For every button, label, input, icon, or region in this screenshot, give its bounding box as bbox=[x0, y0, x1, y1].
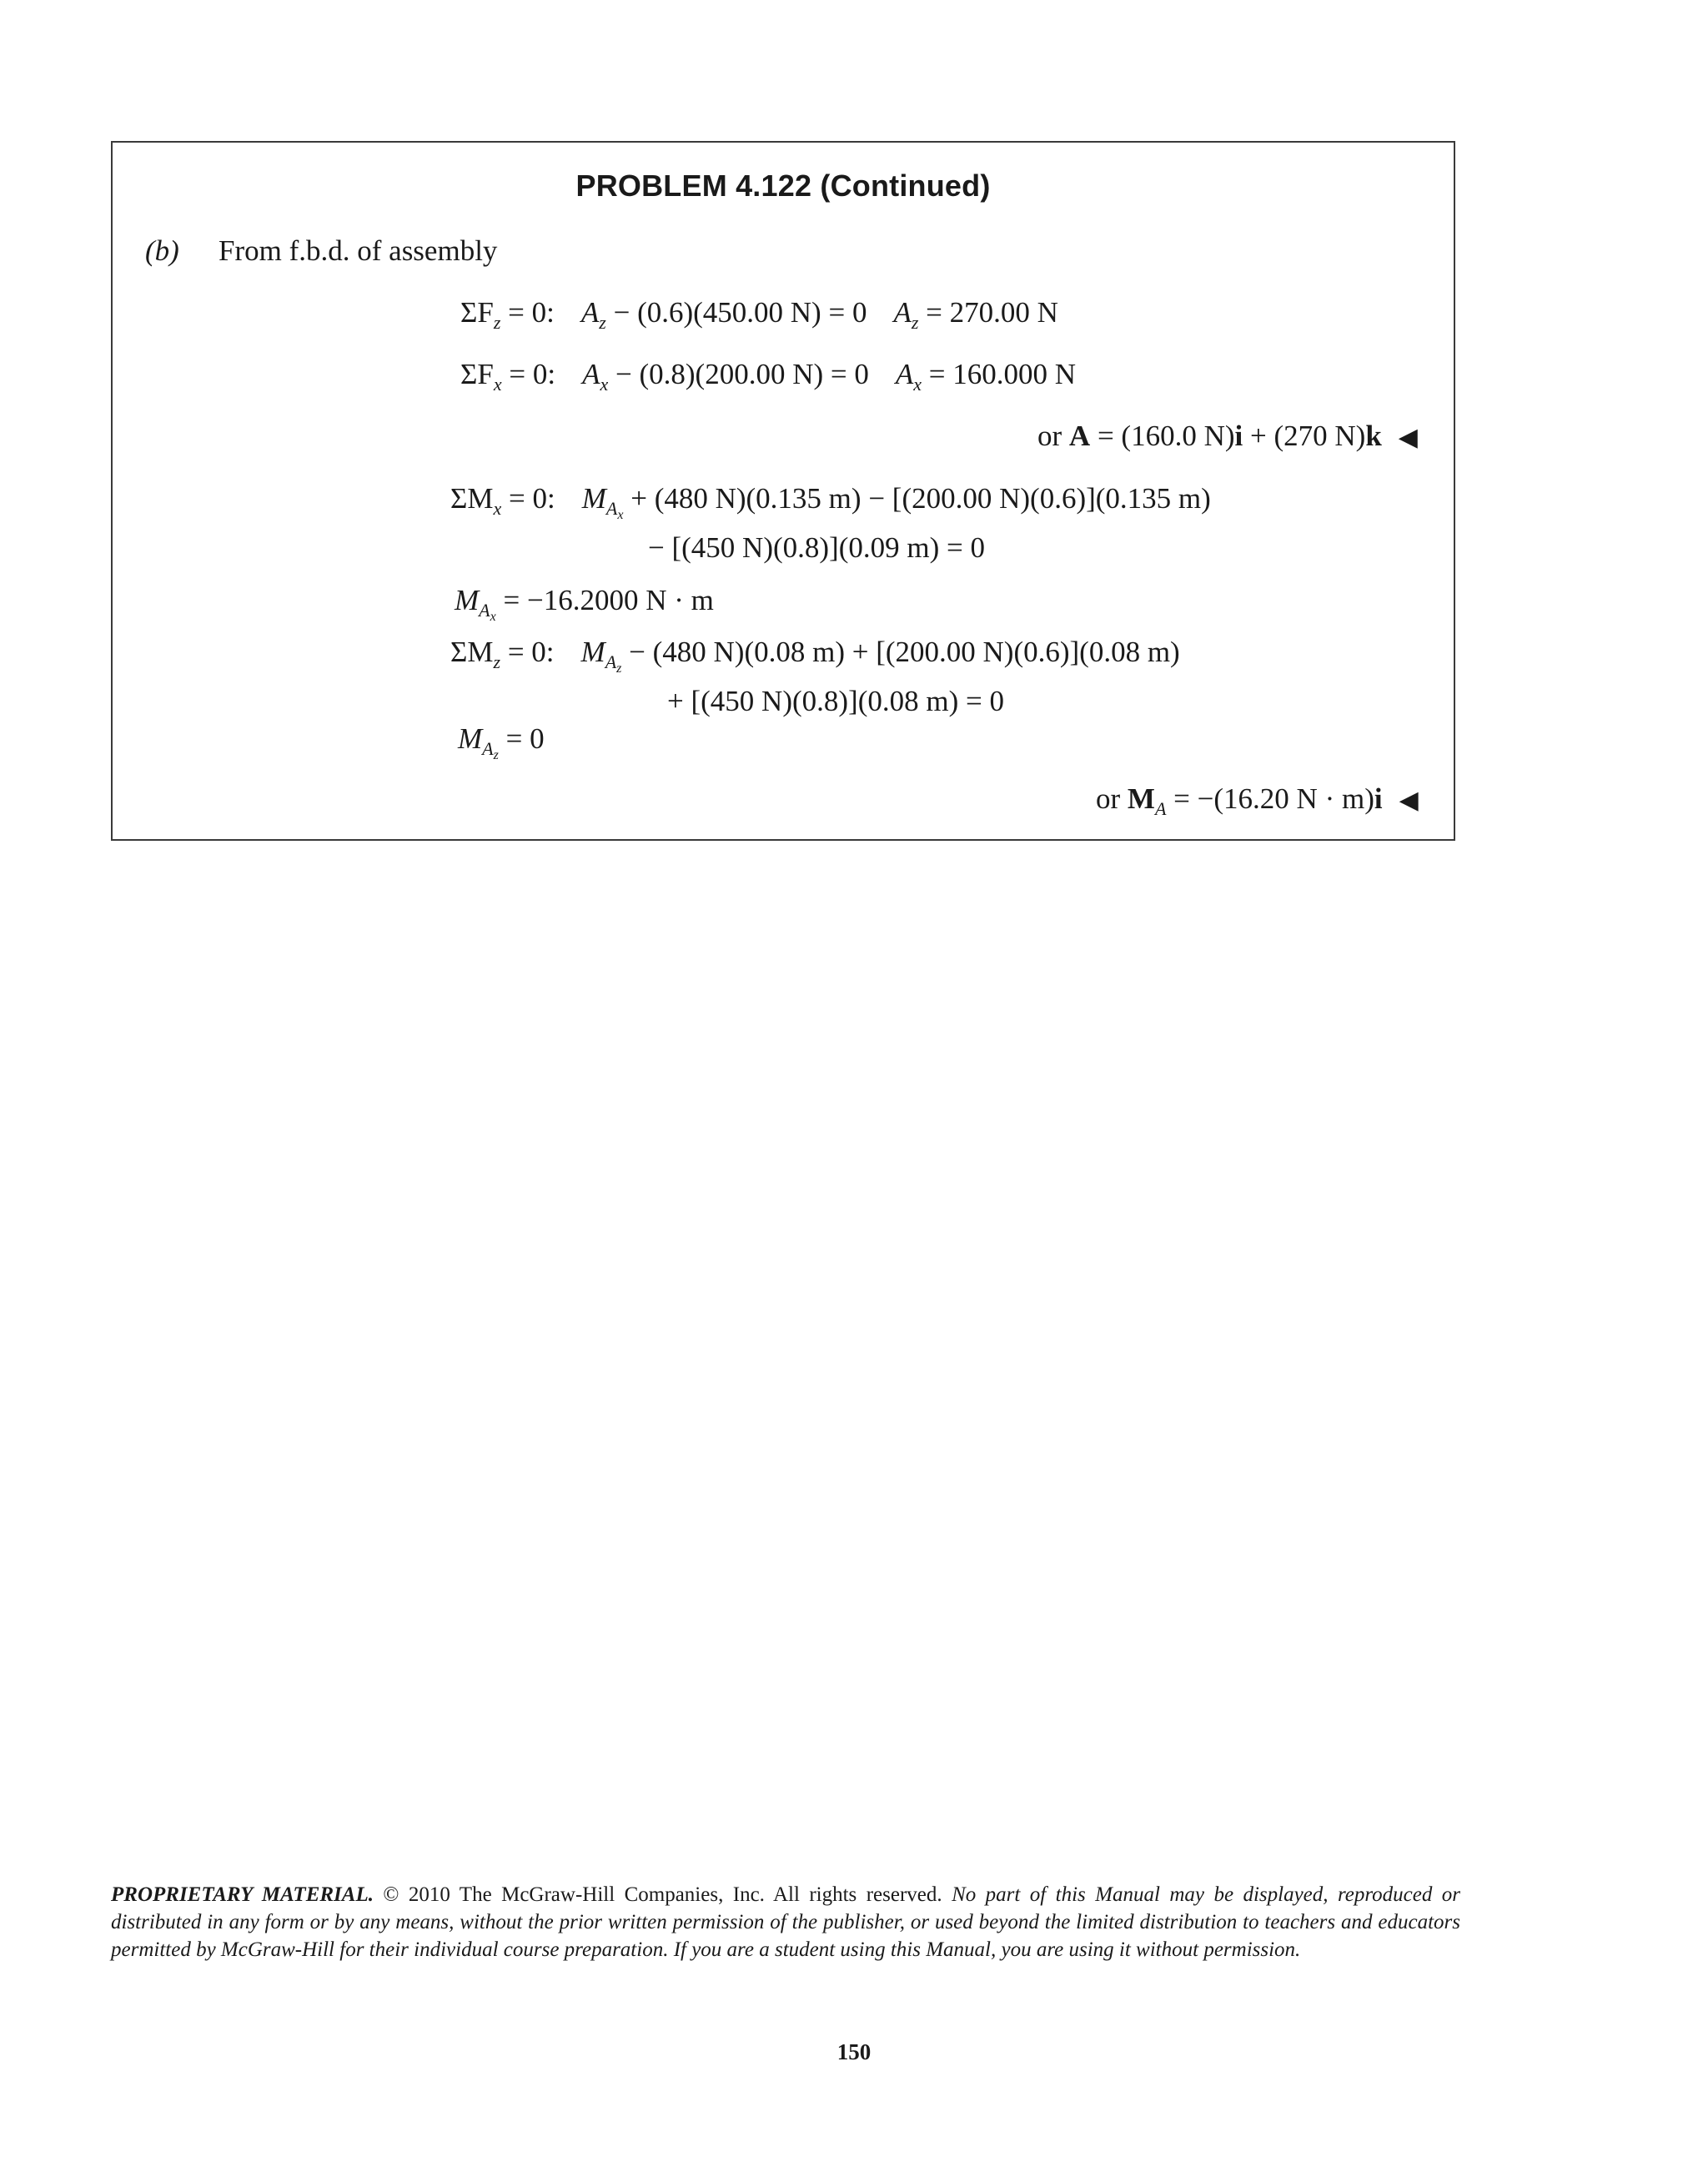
equation-sum-fx: $\Sigma F_x = 0$: $A_x - (0.8)(200.00$ N) = 0 $A_x = 160.000$ N bbox=[460, 358, 1077, 395]
answer-force-a: or A = (160.0 N)i + (270 N)k ◀ bbox=[1037, 420, 1418, 452]
footer-italic: No part of this Manual may be displayed, reproduced or distributed in any form or by any means, without the prior written permission of the publisher, or used beyond the limited distribution to teachers and educators permitted by McGraw-Hill for their individual course preparation. If you are a student using this Manual, you are using it without permission. bbox=[111, 1883, 1460, 1961]
page-number: 150 bbox=[836, 2039, 872, 2064]
equation-sum-mx: $\Sigma M_x = 0$: $M_{A_x} + (480$ N)(0.135 m) − [(200.00 N)(0.6)](0.135 m) bbox=[450, 482, 1211, 522]
problem-title: PROBLEM 4.122 (Continued) bbox=[575, 168, 991, 203]
result-m-ax: $M_{A_x} = -16.2000$ N · m bbox=[455, 584, 714, 624]
part-label-text: (b) bbox=[145, 234, 179, 267]
equation-sum-mx-cont: − [(450 N)(0.8)](0.09 m) = 0 bbox=[648, 531, 985, 564]
equation-sum-fz: $\Sigma F_z = 0$: $A_z - (0.6)(450.00$ N) = 0 $A_z = 270.00$ N bbox=[460, 296, 1058, 333]
equation-sum-mz-cont: + [(450 N)(0.8)](0.08 m) = 0 bbox=[667, 685, 1004, 717]
result-m-az: $M_{A_z} = 0$ bbox=[458, 722, 545, 762]
answer-marker-icon: ◀ bbox=[1399, 786, 1419, 815]
part-intro: From f.b.d. of assembly bbox=[219, 234, 498, 267]
equation-sum-mz: $\Sigma M_z = 0$: $M_{A_z} - (480$ N)(0.08 m) + [(200.00 N)(0.6)](0.08 m) bbox=[450, 636, 1180, 676]
answer-marker-icon: ◀ bbox=[1398, 423, 1418, 452]
answer-moment-ma: or $M_A = -(16.20$ N · m)i ◀ bbox=[1096, 782, 1419, 819]
copyright-notice bbox=[111, 1881, 1460, 1963]
part-label bbox=[145, 236, 179, 265]
footer-regular: © 2010 The McGraw-Hill Companies, Inc. All rights reserved. bbox=[373, 1883, 952, 1906]
footer-bold: PROPRIETARY MATERIAL. bbox=[111, 1883, 374, 1906]
